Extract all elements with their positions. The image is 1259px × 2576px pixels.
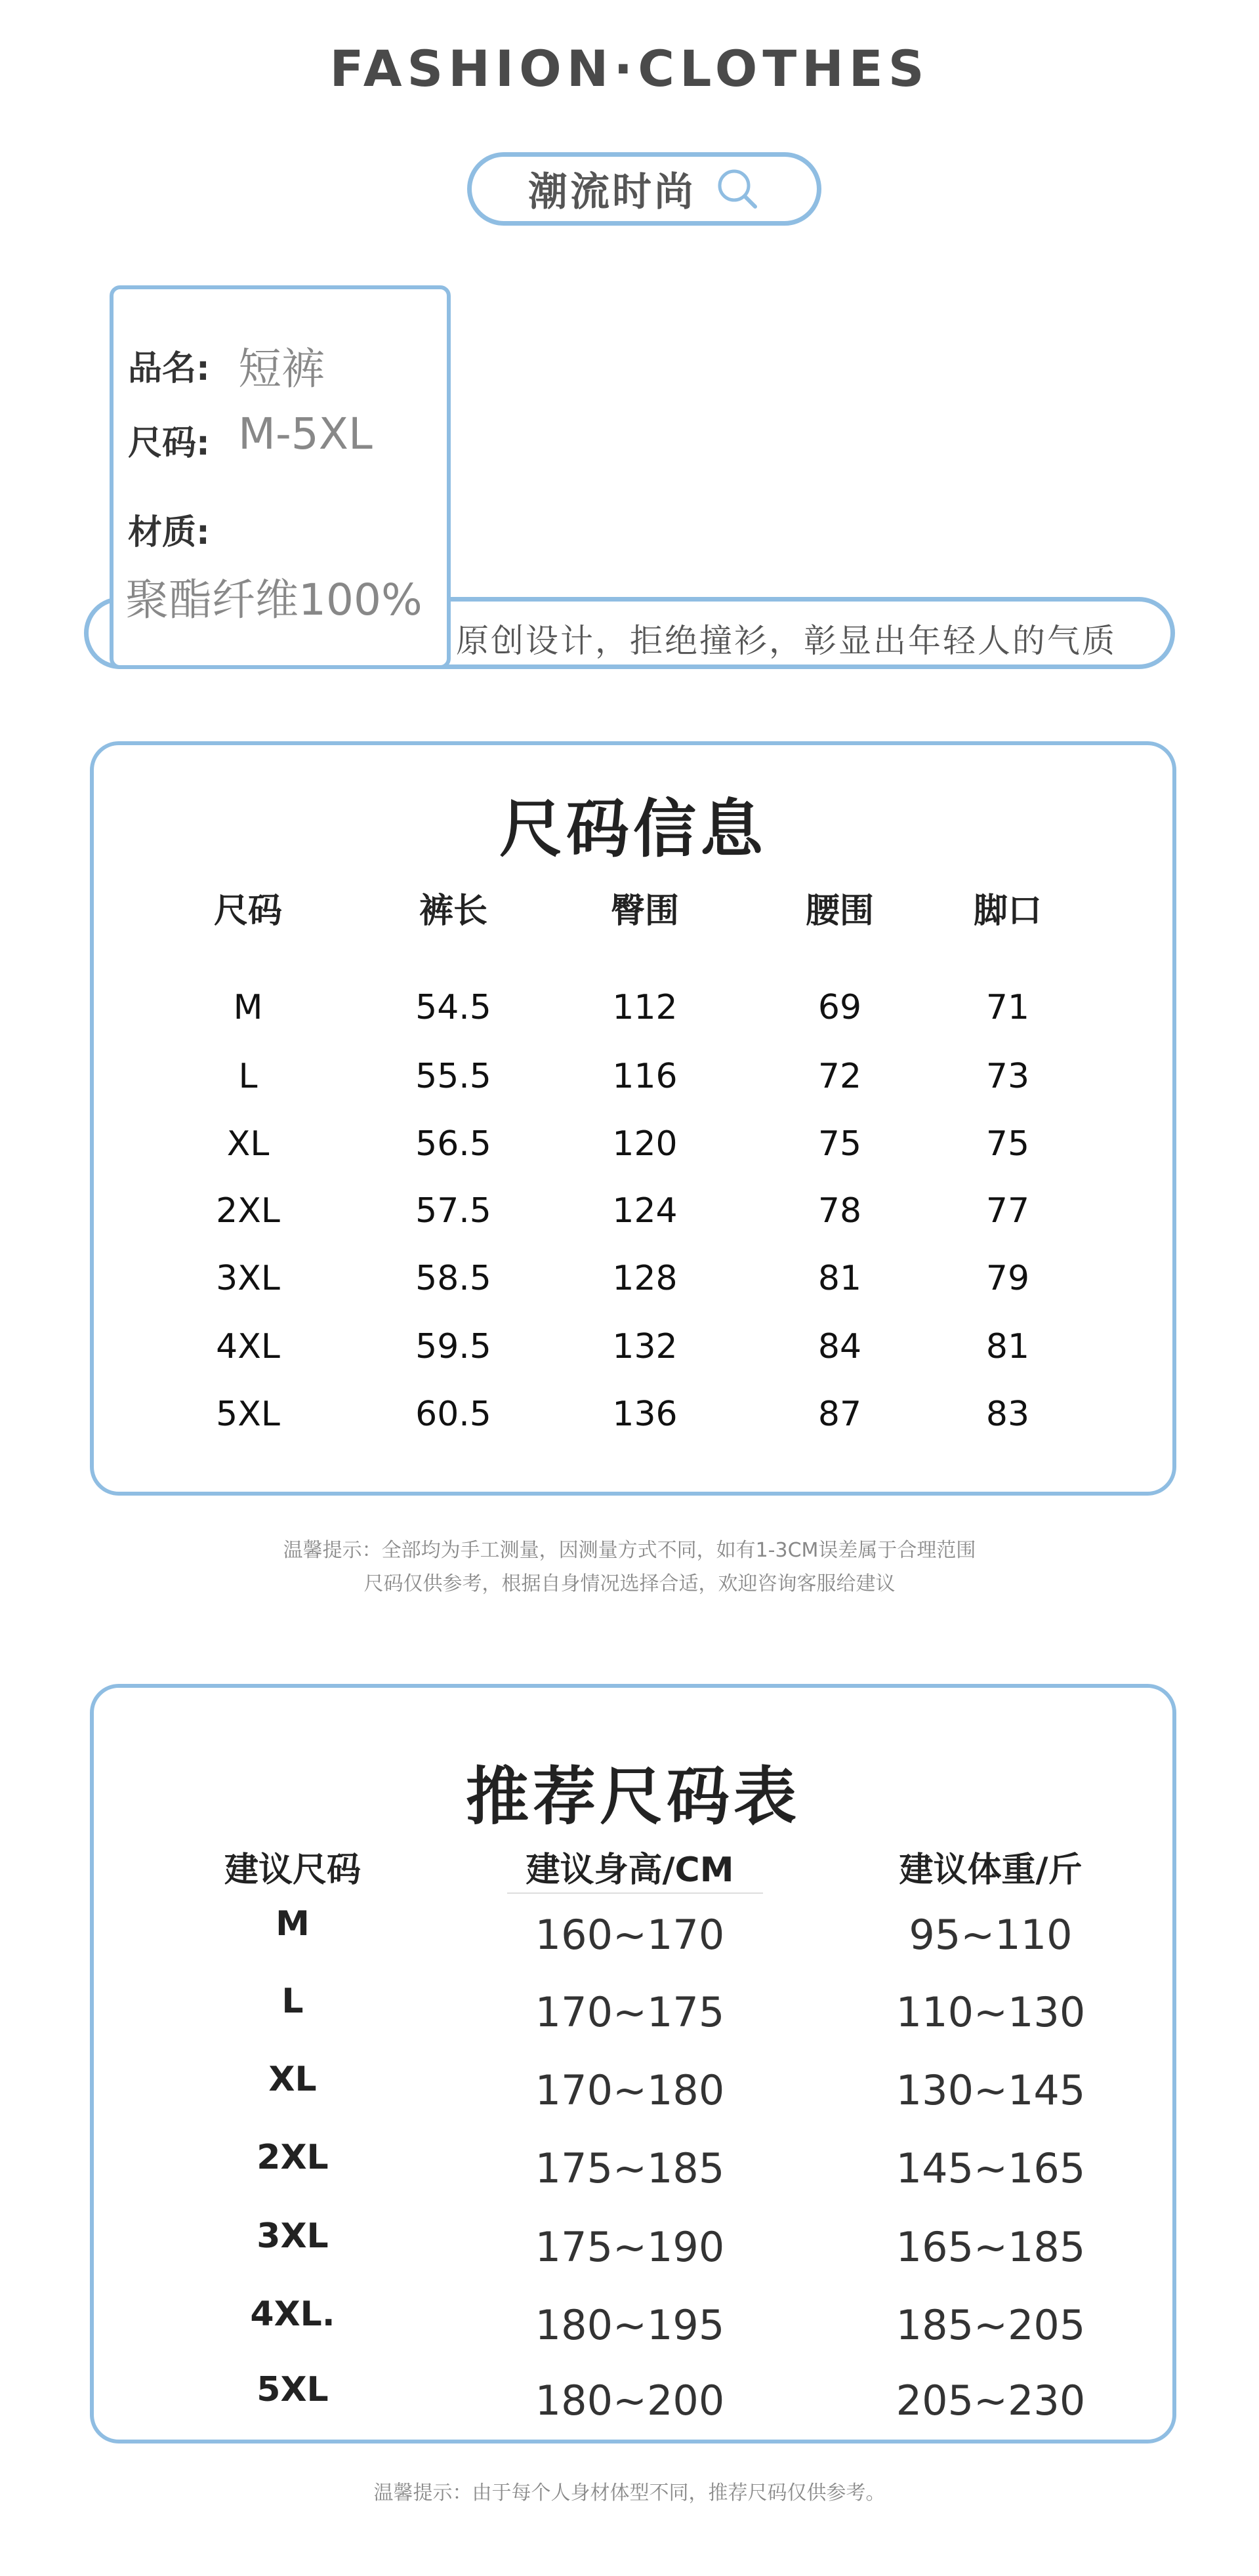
size-chart-header: 臀围 — [610, 891, 679, 931]
size-chart-cell: 136 — [612, 1395, 678, 1434]
size-chart-cell: 56.5 — [415, 1124, 491, 1164]
size-chart-cell: 78 — [817, 1191, 862, 1231]
recommend-chart-cell: 185~205 — [896, 2301, 1086, 2349]
size-label: 尺码: — [128, 424, 210, 463]
size-chart-cell: 75 — [817, 1124, 862, 1164]
size-chart-cell: XL — [226, 1124, 270, 1164]
search-icon — [714, 166, 760, 212]
recommend-chart-cell: 205~230 — [896, 2377, 1086, 2424]
size-chart-cell: 58.5 — [415, 1259, 491, 1298]
recommend-chart-cell: 175~190 — [535, 2223, 725, 2271]
recommend-chart-header: 建议身高/CM — [526, 1850, 734, 1890]
size-chart-cell: 3XL — [216, 1259, 280, 1298]
size-chart-cell: 60.5 — [415, 1395, 491, 1434]
size-chart-cell: 128 — [612, 1259, 678, 1298]
recommend-chart-cell: 180~195 — [535, 2301, 725, 2349]
recommend-chart-cell: 170~175 — [535, 1988, 725, 2036]
recommend-chart-cell: 4XL. — [250, 2295, 335, 2334]
size-chart-cell: 77 — [985, 1191, 1030, 1231]
header-divider — [507, 1892, 763, 1894]
size-chart-cell: 83 — [985, 1395, 1030, 1434]
size-chart-cell: 59.5 — [415, 1327, 491, 1366]
size-chart-cell: 54.5 — [415, 988, 491, 1027]
recommend-chart-cell: L — [281, 1982, 304, 2021]
recommend-chart-title: 推荐尺码表 — [466, 1760, 800, 1833]
size-chart-cell: 55.5 — [415, 1057, 491, 1096]
recommend-chart-cell: 160~170 — [535, 1911, 725, 1959]
brand-title: FASHION·CLOTHES — [329, 39, 930, 98]
size-chart-cell: 116 — [612, 1057, 678, 1096]
recommend-chart-cell: 2XL — [257, 2138, 329, 2177]
material-value: 聚酯纤维100% — [125, 575, 423, 625]
size-chart-cell: 72 — [817, 1057, 862, 1096]
recommend-chart-note: 温馨提示：由于每个人身材体型不同，推荐尺码仅供参考。 — [373, 2482, 886, 2504]
size-chart-cell: 120 — [612, 1124, 678, 1164]
recommend-chart-cell: 130~145 — [896, 2066, 1086, 2114]
product-info-card — [110, 285, 451, 669]
recommend-chart-cell: 110~130 — [896, 1988, 1086, 2036]
size-chart-cell: M — [233, 988, 263, 1027]
size-chart-cell: 4XL — [216, 1327, 280, 1366]
size-chart-note — [0, 1534, 1259, 1601]
size-chart-title: 尺码信息 — [499, 792, 767, 866]
size-chart-cell: 84 — [817, 1327, 862, 1366]
recommend-chart-cell: 3XL — [257, 2217, 329, 2256]
recommend-chart-card — [90, 1684, 1176, 2443]
size-chart-note-line1: 温馨提示：全部均为手工测量，因测量方式不同，如有1-3CM误差属于合理范围 — [283, 1539, 976, 1562]
size-chart-card — [90, 741, 1176, 1496]
size-chart-header: 脚口 — [973, 891, 1042, 931]
size-chart-cell: 73 — [985, 1057, 1030, 1096]
size-chart-cell: 112 — [612, 988, 678, 1027]
size-chart-cell: L — [238, 1057, 258, 1096]
tag-pill — [467, 152, 821, 226]
recommend-chart-cell: 165~185 — [896, 2223, 1086, 2271]
recommend-chart-cell: 5XL — [257, 2370, 329, 2409]
name-label: 品名: — [128, 349, 210, 388]
size-chart-cell: 81 — [817, 1259, 862, 1298]
size-chart-header: 裤长 — [419, 891, 487, 931]
slogan-text: 原创设计，拒绝撞衫，彰显出年轻人的气质 — [456, 622, 1117, 660]
size-chart-cell: 132 — [612, 1327, 678, 1366]
size-chart-cell: 5XL — [216, 1395, 280, 1434]
recommend-chart-header: 建议尺码 — [224, 1850, 361, 1890]
size-chart-cell: 81 — [985, 1327, 1030, 1366]
size-chart-cell: 75 — [985, 1124, 1030, 1164]
recommend-chart-header: 建议体重/斤 — [899, 1850, 1083, 1890]
size-chart-header: 尺码 — [213, 891, 282, 931]
material-label: 材质: — [128, 513, 210, 552]
size-chart-cell: 79 — [985, 1259, 1030, 1298]
recommend-chart-cell: M — [276, 1904, 310, 1944]
size-chart-cell: 69 — [817, 988, 862, 1027]
name-value: 短裤 — [238, 344, 325, 394]
size-chart-header: 腰围 — [805, 891, 874, 931]
recommend-chart-cell: 170~180 — [535, 2066, 725, 2114]
size-chart-cell: 71 — [985, 988, 1030, 1027]
recommend-chart-cell: 145~165 — [896, 2144, 1086, 2192]
recommend-chart-cell: 175~185 — [535, 2144, 725, 2192]
size-chart-cell: 2XL — [216, 1191, 280, 1231]
size-chart-note-line2: 尺码仅供参考，根据自身情况选择合适，欢迎咨询客服给建议 — [363, 1572, 896, 1595]
recommend-chart-cell: 180~200 — [535, 2377, 725, 2424]
size-chart-cell: 124 — [612, 1191, 678, 1231]
size-chart-cell: 87 — [817, 1395, 862, 1434]
recommend-chart-cell: 95~110 — [909, 1911, 1073, 1959]
size-chart-cell: 57.5 — [415, 1191, 491, 1231]
size-value: M-5XL — [238, 409, 373, 459]
recommend-chart-cell: XL — [268, 2060, 317, 2099]
tag-label: 潮流时尚 — [528, 169, 696, 215]
